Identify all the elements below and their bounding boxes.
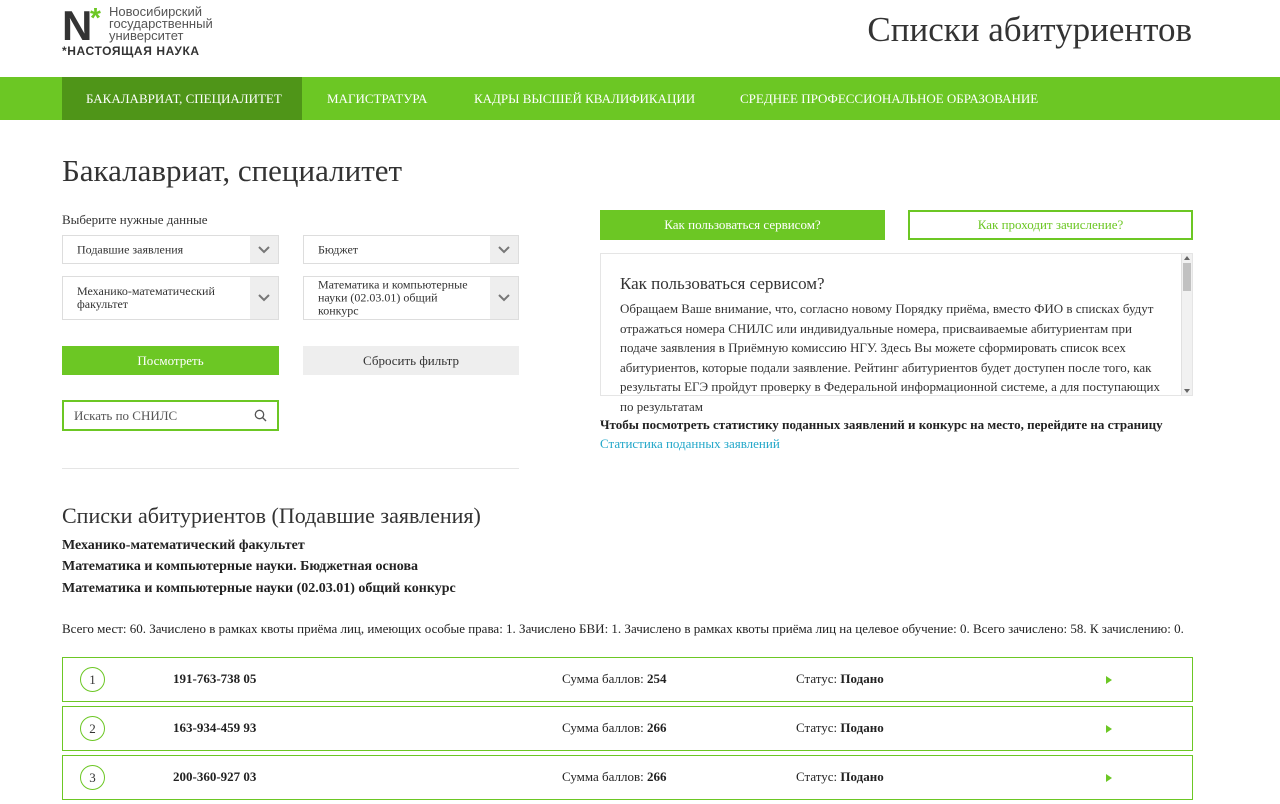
logo-star-icon: * (90, 2, 101, 33)
program-basis-title: Математика и компьютерные науки. Бюджетная основа (62, 559, 419, 574)
program-contest-title: Математика и компьютерные науки (02.03.01) общий конкурс (62, 581, 456, 596)
status-label: Статус: (796, 720, 841, 735)
logo-line: государственный (109, 16, 213, 31)
status-field (796, 671, 884, 687)
chevron-down-icon (250, 277, 278, 319)
applicant-snils: 200-360-927 03 (173, 769, 257, 784)
page-title: Бакалавриат, специалитет (62, 153, 403, 188)
score-field (562, 769, 667, 785)
score-field (562, 720, 667, 736)
score-label: Сумма баллов: (562, 720, 648, 735)
logo-line: университет (109, 28, 184, 43)
filter-label: Выберите нужные данные (62, 212, 208, 227)
funding-select[interactable] (303, 235, 519, 264)
select-value: Подавшие заявления (77, 242, 184, 256)
select-value: Бюджет (318, 242, 359, 256)
info-text: Обращаем Ваше внимание, что, согласно новому Порядку приёма, вместо ФИО в списках будут отражаться номера СНИЛС или индивидуальные номера, присваиваемые абитуриентам при подаче заявления в Приёмную комиссию НГУ. Здесь Вы можете сформировать список всех абитуриентов, которые подали заявление. Рейтинг абитуриентов будет доступен после того, как результаты ЕГЭ пройдут проверку в Федеральной информационной системе, а для поступающих по результатам (620, 301, 1160, 414)
logo-tagline: *НАСТОЯЩАЯ НАУКА (62, 44, 200, 58)
applicant-row[interactable] (62, 706, 1193, 751)
status-value: Подано (840, 720, 884, 735)
site-title: Списки абитуриентов (867, 10, 1192, 49)
select-value: Математика и компьютерные науки (02.03.01) общий конкурс (318, 277, 468, 318)
nsu-logo[interactable] (62, 2, 262, 60)
scroll-thumb[interactable] (1183, 263, 1191, 291)
rank-number: 3 (80, 765, 105, 790)
info-title: Как пользоваться сервисом? (620, 274, 825, 293)
status-field (796, 720, 884, 736)
snils-search (62, 400, 279, 431)
score-value: 266 (647, 769, 667, 784)
logo-university-name (109, 6, 213, 42)
logo-line: Новосибирский (109, 4, 203, 19)
site-header (0, 0, 1280, 77)
chevron-down-icon (490, 236, 518, 263)
info-scrollbar[interactable] (1181, 254, 1192, 395)
status-label: Статус: (796, 671, 841, 686)
main-nav (0, 77, 1280, 120)
faculty-title: Механико-математический факультет (62, 538, 305, 553)
applicant-snils: 163-934-459 93 (173, 720, 257, 735)
scroll-down-icon[interactable] (1184, 389, 1190, 393)
logo-letter: N (62, 2, 93, 49)
rank-number: 1 (80, 667, 105, 692)
faculty-select[interactable] (62, 276, 279, 320)
nav-item-master[interactable]: МАГИСТРАТУРА (327, 91, 428, 106)
expand-arrow-icon[interactable] (1106, 774, 1112, 782)
status-value: Подано (840, 769, 884, 784)
nav-item-postgraduate[interactable]: КАДРЫ ВЫСШЕЙ КВАЛИФИКАЦИИ (474, 91, 696, 106)
snils-search-input[interactable] (74, 406, 244, 426)
program-select[interactable] (303, 276, 519, 320)
howto-info-panel (600, 253, 1193, 414)
view-button[interactable]: Посмотреть (62, 346, 279, 375)
reset-filter-button[interactable]: Сбросить фильтр (303, 346, 519, 375)
score-field (562, 671, 667, 687)
score-value: 254 (647, 671, 667, 686)
rank-number: 2 (80, 716, 105, 741)
howto-tab-button[interactable]: Как пользоваться сервисом? (600, 210, 885, 240)
scroll-up-icon[interactable] (1184, 256, 1190, 260)
select-value: Механико-математический факультет (77, 284, 215, 311)
applicant-list (62, 657, 1193, 804)
applicant-snils: 191-763-738 05 (173, 671, 257, 686)
divider (62, 468, 519, 469)
seats-summary: Всего мест: 60. Зачислено в рамках квоты приёма лиц, имеющих особые права: 1. Зачислено БВИ: 1. Зачислено в рамках квоты приёма лиц на целевое обучение: 0. Всего зачислено: 58. К зачислению: 0. (62, 621, 1184, 636)
expand-arrow-icon[interactable] (1106, 676, 1112, 684)
stats-link[interactable]: Статистика поданных заявлений (600, 436, 780, 451)
nav-item-vocational[interactable]: СРЕДНЕЕ ПРОФЕССИОНАЛЬНОЕ ОБРАЗОВАНИЕ (740, 91, 1039, 106)
chevron-down-icon (250, 236, 278, 263)
status-field (796, 769, 884, 785)
expand-arrow-icon[interactable] (1106, 725, 1112, 733)
applicant-row[interactable] (62, 657, 1193, 702)
list-type-select[interactable] (62, 235, 279, 264)
enrollment-tab-button[interactable]: Как проходит зачисление? (908, 210, 1193, 240)
status-label: Статус: (796, 769, 841, 784)
stats-note: Чтобы посмотреть статистику поданных заявлений и конкурс на место, перейдите на страницу (600, 417, 1163, 432)
nav-item-bachelor[interactable]: БАКАЛАВРИАТ, СПЕЦИАЛИТЕТ (62, 77, 302, 120)
search-icon[interactable] (254, 409, 267, 427)
status-value: Подано (840, 671, 884, 686)
chevron-down-icon (490, 277, 518, 319)
applicant-row[interactable] (62, 755, 1193, 800)
score-value: 266 (647, 720, 667, 735)
score-label: Сумма баллов: (562, 769, 648, 784)
list-heading: Списки абитуриентов (Подавшие заявления) (62, 503, 481, 528)
score-label: Сумма баллов: (562, 671, 648, 686)
